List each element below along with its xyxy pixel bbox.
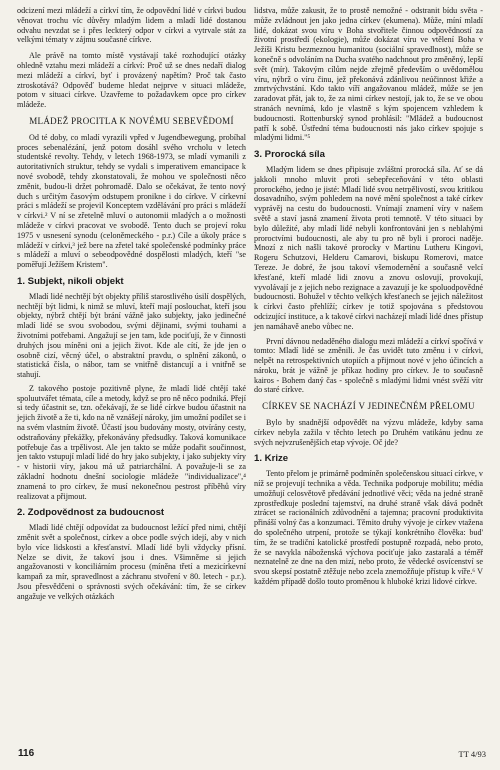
page-footer bbox=[0, 748, 500, 762]
section-heading: MLÁDEŽ PROCITLA K NOVÉMU SEBEVĚDOMÍ bbox=[29, 115, 234, 126]
paragraph: První dávnou nedaděného dialogu mezi mládeží a církví spočívá v tomto: Mladí lidé se změnili. Je čas uvidět tuto změnu i v církvi, nelpět na retrospektivních utopiích a přijmout nové v jeho účincích a nároku, brát je vážně je příkaz hodiny pro církev. Je to současně kairos - Bohem daný čas - společně s mladými lidmi vnést svěží vítr do staré církve. bbox=[254, 336, 483, 395]
paragraph: Ale právě na tomto místě vystávají také rozhodující otázky ohledně vztahu mezi mládeží a církví: Proč už se dnes nedaří dialog mezi mládeží a církví, byť i provázený napětím? Proč tak často ztroskotává? Odpověď budeme hledat nejprve v situaci mládeže, potom v situaci církve. Uzavřeme to požadavkem opce pro církev mládeže. bbox=[17, 51, 246, 110]
subsection-heading: 1. Subjekt, nikoli objekt bbox=[17, 275, 124, 287]
subsection-heading: 2. Zodpovědnost za budoucnost bbox=[17, 507, 165, 519]
paragraph: Tento přelom je primárně podmíněn společenskou situací církve, v níž se projevují technika a věda. Technika podporuje mobilitu; média umožňují celosvětově předávání jednotlivé věci; věda na jedné straně zprostředkuje poslední tajemství, na druhé straně však dává podnět ztrácet se racionálních zdůvodnění a tajemna; pracovní produktivita přináší volný čas a konzumaci. Těmito druhy vývoje je církev vtažena do společného utrpení, protože se týkají konkrétního člověka: bud' tím, že se tradiční katolické prostředí postupně rozpadá, nebo proto, že se navykla náboženská výchova pociťuje jako zastaralá a téměř neznatelně ze dne na den mizí, nebo proto, že vědecké osvícenství se svou skepsí postatně ztěžuje nebo zcela znemožňuje přístup k víře.⁶ V každém případě došlo touto proměnou k hluboké krizi lidové církve. bbox=[254, 469, 483, 587]
right-column bbox=[254, 6, 483, 587]
paragraph: Od té doby, co mladí vyrazili vpřed v Jugendbewegung, probíhal proces sebenalézání, jenž potom dosáhl svého vrcholu v letech studentské revolty. Tehdy, v letech 1968-1973, se mladí vymanili z autoritativních struktur, tehdy se vydali s imperativem emancipace k nové svobodě, tehdy zkonstatovali, že mohou ve společnosti něco změnit, budou-li držet pohromadě. Dalo se očekávat, že tento nový duch s určitým časovým odstupem pronikne i do církve. V církevní práci s mládeží se projevil Konceptem vzdělávání pro práci s mládeží v církvi.² V ní se zřetelně mluví o autonomii mladých a o možnosti mládeže v církvi pracovat ve svobodě. Tento duch se projeví roku 1975 v usnesení synodu (celoněmeckého - p.r.) Cíle a úkoly práce s mládeží v církvi,³ jež bere na zřetel také společenské podmínky práce s mládeží a mluví o sebeodpovědné dospělosti mladých, kteří "se pomĕřují Ježíšem Kristem". bbox=[17, 132, 246, 270]
section-heading: CÍRKEV SE NACHÁZÍ V JEDINEČNÉM PŘELOMU bbox=[262, 401, 475, 412]
paragraph: Mladí lidé nechtějí být objekty příliš starostlivého úsilí dospělých, nechtějí být lidmi, k nimž se mluví, kteří mají poslouchat, kteří jsou objekty, nýbrž chtějí být brání vážně jako subjekty, jako jedinečné mladí lidé se svou svobodou, svými dějinami, svými touhami a životními potřebami. Angažují se jen tam, kde pociťují, že v činnosti druhých jsou míněni oni a jejich život. Kde ale cítí, že jde jen o osobně cizí, věcný účel, o abstraktní pravdu, o splnění zákonů, o statistická čísla, o nábor, tam se vnitřně distancují a i vnitřně se stahují. bbox=[17, 291, 246, 380]
paragraph: lidstva, může zakusit, že to prostě nemožné - odstranit bídu světa - může zvládnout jen jako jedna církev (ekumena). Může, míní mladí lidé, dokázat svou víru v Boha stvořitele činnou odpovědností za životní prostředí (ekologie), může dokázat víru ve vtělení Boha v Ježíši Kristu bezmeznou humanitou (sociální spravedlnost), může se konečně s odvoláním na Ducha svatého nadchnout pro změněný, lepší svět (mír). Takovým cílům nejde zřejmě především o uvědomělou víru, nýbrž o víru činu, jež překonává zdánlivou neúčinnost křiže a zmrtvýchvstání. Kdo takto víří angažovanou mládež, může se jen zaradovat přát, jak to, že za nimi církev nestojí, jak to, že se ve obou stranách nevnímá, kdo je vlastně s kým spojencem vzhledem k budoucnosti. Rottenburský synod prohlásil: "Mládež a budoucnost patří k sobě. Ústřední téma budoucnosti nás jako církev spojuje s mladými lidmi."⁵ bbox=[254, 6, 483, 143]
paragraph: Mladí lidé chtějí odpovídat za budoucnost ležící před nimi, chtějí změnit svět a společnost, církev a obce podle svých idejí, aby v nich bylo více lidskosti a křesťanství. Mladí lidé byli vždycky přísní. Nelze se divit, že takoví jsou i dnes. Všimněme si jejich angažovanosti v konciliárním procesu (míněna třetí a mezicírkevní kampaň za mír, spravedlnost a záchranu stvoření v 80. letech - p.r.). Jsou přesvědčeni o správnosti svých očekávání: tím, že se církev angažuje ve velkých otázkách bbox=[17, 523, 246, 601]
paragraph: odcizení mezi mládeží a církví tím, že odpovědní lidé v církvi budou věnovat trochu víc důvěry mladým lidem a mladí lidé dostanou odvahu nevzdat se i přes leckterý odpor v církvi a vytrvale stát za velkými tématy v zájmu současné církve. bbox=[17, 6, 246, 45]
left-column bbox=[17, 6, 246, 602]
paragraph: Mladým lidem se dnes připisuje zvláštní prorocká síla. Ať se dá jakkoli mnoho mluvit proti sebepřeceňování v této oblasti prorockého, jedno je jisté: Mladí lidé svou netrpělivostí, svou kritikou dosavadního, svým pohledem na nové mění společnost a také církev vyprávěj na cestu do budoucnosti. Vnímají znamení víry v našem světě a staví jasná znamení života proti temnotě. V této situaci by bylo důležité, aby mladí lidé nebyli konfrontováni jen s neblahými proroctvími budoucnosti, ale aby tu pro ně byli i proroci naděje. Mnozí z nich našli takové prorocky v Martinu Lutheru Kingovi, Rogeru Schutzovi, Helderu Camarovi, biskupu Romerovi, matce Tereze. Je dobré, že jsou takoví všemodernění a současně velcí křesťané, kteří mladé lidi znovu a znovu oslovují, provokují, vyvolávají je z jejich nebo rezignace a zavazují je ke spoluodpovědné budoucnosti. Bohužel v těchto velkých křesťanech se jejich náležitost k církvi často přehlíží; církev je totiž spojována s předstovou odcizující instituce, a k takové církvi nacházejí mladí lidé dnes přístup jen namáhavě anebo vůbec ne. bbox=[254, 164, 484, 331]
subsection-heading: 3. Prorocká síla bbox=[254, 149, 325, 161]
issue-label: TT 4/93 bbox=[458, 749, 486, 759]
paragraph: Bylo by snadnější odpovědět na výzvu mládeže, kdyby sama církev nebyla zažila v těchto letech po Druhém vatikánu jednu ze svých nejvzrušenějších etap vývoje. Oč jde? bbox=[254, 418, 483, 447]
page-number: 116 bbox=[18, 748, 35, 759]
paragraph: Z takového postoje pozitivně plyne, že mladí lidé chtějí také spoluutvářet témata, cíle a metody, když se pro ně něco podniká. Přejí si tedy účastnit se, tzn. očekávají, že se lidé církve budou účastnit na jejich životě a že ti, kdo na ně vznášejí nároky, jim umožní podílet se i na svém vlastním životě. Účastí jsou budovány mosty, otvírány cesty, odstraňovány překážky, překonávány předsudky. Taková komunikace potřebuje čas a trpělivost. Ale jen takto se může podařit součinnost, jen takto vstupují mladí lidé do hry jako subjekty, i jako subjekty víry - v historii víry, jakou má už patriarchální. A považuje-li se za základní hodnotu dnešní sociologie mládeže "individualizace",⁴ znamená to pro církev, že musí nekonečnou pestrost příběhů víry realizovat a přijmout. bbox=[17, 383, 246, 501]
subsection-heading: 1. Krize bbox=[254, 453, 289, 465]
